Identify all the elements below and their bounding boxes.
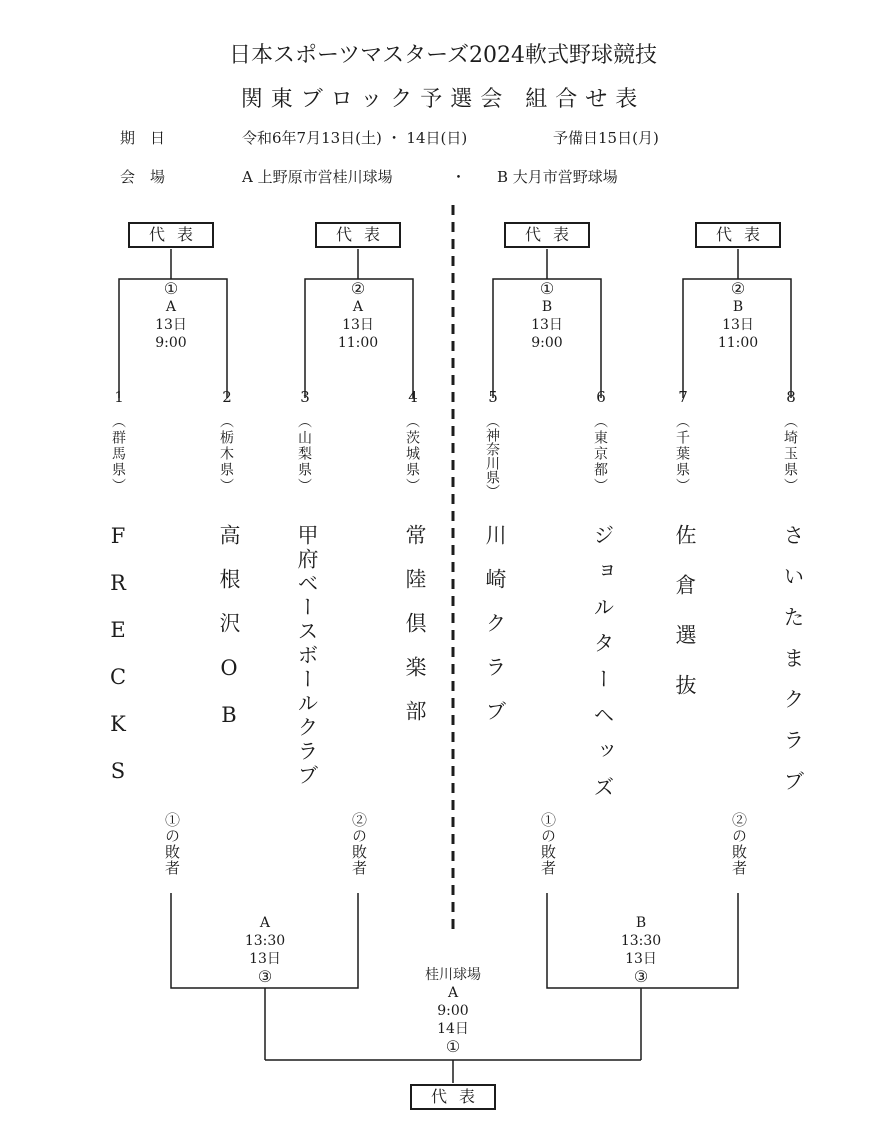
loser-label-2: ②の敗者 (350, 812, 368, 876)
team-6-number: 6 (596, 388, 606, 406)
final-game-info (425, 966, 481, 1056)
team-5-name: 川崎クラブ (483, 524, 507, 744)
loser-label-1: ①の敗者 (163, 812, 181, 876)
loser-label-4: ②の敗者 (730, 812, 748, 876)
team-3-name: 甲府ベースボールクラブ (295, 524, 319, 788)
team-2-name: 高根沢OB (217, 524, 241, 750)
loser-game-b-day: 13日 (625, 951, 657, 967)
loser-game-a-day: 13日 (249, 951, 281, 967)
loser-game-b-field: B (635, 915, 647, 931)
team-8-name: さいたまクラブ (781, 524, 805, 811)
game-2-circle: ② (350, 279, 366, 298)
game-1-circle: ① (163, 279, 179, 298)
venue-label: 会 場 (120, 168, 166, 186)
final-game-venue: 桂川球場 (425, 967, 481, 983)
title-line1: 日本スポーツマスターズ2024軟式野球競技 (228, 43, 658, 68)
game-4-circle: ② (730, 279, 746, 298)
loser-game-b-time: 13:30 (620, 933, 662, 949)
game-4-info (716, 280, 760, 352)
rep-box-3: 代表 (504, 222, 590, 248)
team-4-prefecture: （茨城県） (404, 414, 420, 494)
loser-game-a-time: 13:30 (244, 933, 286, 949)
team-4-name: 常陸倶楽部 (403, 524, 427, 744)
game-3-circle: ① (539, 279, 555, 298)
game-3-time: 9:00 (531, 335, 563, 351)
team-7-name: 佐倉選抜 (673, 524, 697, 724)
game-2-time: 11:00 (337, 335, 379, 351)
team-3-number: 3 (300, 388, 310, 406)
game-2-info (336, 280, 380, 352)
team-8-prefecture: （埼玉県） (782, 414, 798, 494)
game-3-day: 13日 (531, 317, 563, 333)
final-game-circle: ① (425, 1038, 481, 1056)
venue-separator: ・ (451, 168, 467, 186)
team-7-prefecture: （千葉県） (674, 414, 690, 494)
team-1-number: 1 (114, 388, 124, 406)
game-3-field: B (541, 299, 553, 315)
loser-label-3: ①の敗者 (539, 812, 557, 876)
game-3-info (529, 280, 565, 352)
game-1-time: 9:00 (155, 335, 187, 351)
team-1-name: FRECKS (106, 524, 130, 806)
rep-box-4: 代表 (695, 222, 781, 248)
loser-game-b-circle: ③ (621, 968, 661, 986)
loser-game-a-circle: ③ (245, 968, 285, 986)
loser-game-a-field: A (259, 915, 271, 931)
team-6-prefecture: （東京都） (592, 414, 608, 494)
game-4-time: 11:00 (717, 335, 759, 351)
team-3-prefecture: （山梨県） (296, 414, 312, 494)
final-rep-box: 代表 (410, 1084, 496, 1110)
team-2-prefecture: （栃木県） (218, 414, 234, 494)
title-line2: 関東ブロック予選会 組合せ表 (240, 87, 646, 112)
game-2-day: 13日 (342, 317, 374, 333)
venue-a: A 上野原市営桂川球場 (242, 168, 393, 186)
final-game-field: A (447, 985, 459, 1001)
rep-box-1: 代表 (128, 222, 214, 248)
rep-box-2: 代表 (315, 222, 401, 248)
schedule-label: 期 日 (120, 129, 166, 147)
team-5-prefecture: （神奈川県） (484, 414, 500, 498)
final-game-time: 9:00 (437, 1003, 469, 1019)
team-2-number: 2 (222, 388, 232, 406)
game-2-field: A (352, 299, 364, 315)
team-6-name: ジョルターヘッズ (591, 524, 615, 812)
team-8-number: 8 (786, 388, 796, 406)
loser-game-a-info (245, 914, 285, 986)
team-4-number: 4 (408, 388, 418, 406)
team-5-number: 5 (488, 388, 498, 406)
final-game-day: 14日 (437, 1021, 469, 1037)
venue-b: B 大月市営野球場 (497, 168, 618, 186)
game-1-day: 13日 (155, 317, 187, 333)
game-4-day: 13日 (722, 317, 754, 333)
game-1-field: A (165, 299, 177, 315)
team-7-number: 7 (678, 388, 688, 406)
team-1-prefecture: （群馬県） (110, 414, 126, 494)
game-1-info (153, 280, 189, 352)
schedule-reserve: 予備日15日(月) (553, 129, 659, 147)
schedule-dates: 令和6年7月13日(土) ・ 14日(日) (242, 129, 468, 147)
game-4-field: B (732, 299, 744, 315)
loser-game-b-info (621, 914, 661, 986)
